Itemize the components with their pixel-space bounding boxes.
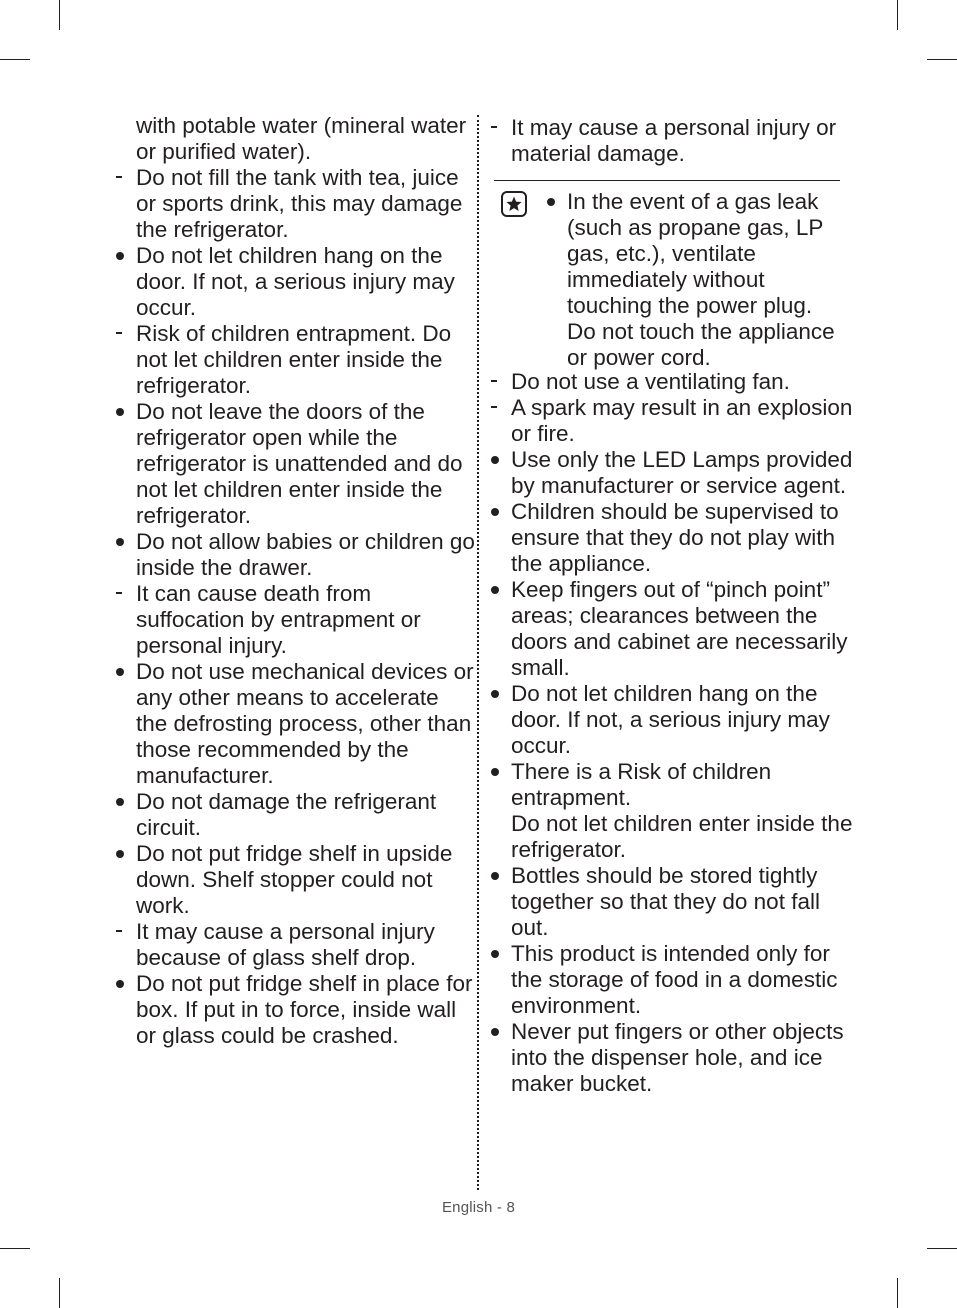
crop-mark	[59, 0, 60, 30]
list-item	[113, 919, 475, 971]
crop-mark	[897, 1278, 898, 1308]
item-text: It may cause a personal injury because of glass shelf drop.	[136, 919, 435, 970]
page-number: English - 8	[441, 1199, 516, 1216]
list-item	[488, 395, 858, 447]
item-text: Risk of children entrapment. Do not let children enter inside the refrigerator.	[136, 321, 452, 398]
item-text: Do not use mechanical devices or any other means to accelerate the defrosting process, other than those recommended by the manufacturer.	[136, 659, 474, 788]
item-text: It can cause death from suffocation by entrapment or personal injury.	[136, 581, 421, 658]
crop-mark	[59, 1278, 60, 1308]
list-item	[488, 1019, 858, 1097]
item-text: It may cause a personal injury or material damage.	[511, 115, 837, 166]
list-item	[113, 113, 475, 165]
item-text: Use only the LED Lamps provided by manufacturer or service agent.	[511, 447, 853, 498]
column-divider	[477, 115, 479, 1190]
item-text: Do not put fridge shelf in upside down. Shelf stopper could not work.	[136, 841, 453, 918]
right-column	[488, 369, 858, 1097]
list-item	[113, 789, 475, 841]
item-text: Do not allow babies or children go inside the drawer.	[136, 529, 475, 580]
note-block	[544, 189, 844, 371]
list-item	[113, 659, 475, 789]
item-text: A spark may result in an explosion or fire.	[511, 395, 853, 446]
list-item	[488, 115, 858, 167]
list-item	[488, 941, 858, 1019]
item-text: Do not let children hang on the door. If not, a serious injury may occur.	[511, 681, 830, 758]
crop-mark	[0, 59, 30, 60]
list-item	[113, 165, 475, 243]
item-text: Do not let children enter inside the refrigerator.	[511, 811, 853, 862]
list-item	[488, 577, 858, 681]
list-item	[488, 759, 858, 811]
star-note-icon	[501, 191, 527, 217]
item-text: Do not fill the tank with tea, juice or sports drink, this may damage the refrigerator.	[136, 165, 463, 242]
list-item	[113, 243, 475, 321]
list-item	[488, 369, 858, 395]
crop-mark	[927, 59, 957, 60]
list-item	[113, 399, 475, 529]
list-item	[113, 321, 475, 399]
item-text: Bottles should be stored tightly together so that they do not fall out.	[511, 863, 820, 940]
list-item	[488, 811, 858, 863]
note-item	[544, 189, 844, 371]
list-item	[113, 841, 475, 919]
item-text: Do not put fridge shelf in place for box. If put in to force, inside wall or glass could be crashed.	[136, 971, 473, 1048]
crop-mark	[927, 1248, 957, 1249]
item-text: There is a Risk of children entrapment.	[511, 759, 772, 810]
list-item	[113, 581, 475, 659]
crop-mark	[897, 0, 898, 30]
list-item	[488, 863, 858, 941]
item-text: with potable water (mineral water or purified water).	[136, 113, 467, 164]
item-text: This product is intended only for the storage of food in a domestic environment.	[511, 941, 838, 1018]
list-item	[488, 447, 858, 499]
item-text: Do not damage the refrigerant circuit.	[136, 789, 437, 840]
item-text: Keep fingers out of “pinch point” areas; clearances between the doors and cabinet are necessarily small.	[511, 577, 848, 680]
list-item	[488, 681, 858, 759]
list-item	[488, 499, 858, 577]
star-icon	[505, 195, 523, 213]
list-item	[113, 529, 475, 581]
item-text: Children should be supervised to ensure that they do not play with the appliance.	[511, 499, 839, 576]
note-text: Do not touch the appliance or power cord.	[567, 319, 835, 370]
crop-mark	[0, 1248, 30, 1249]
item-text: Do not leave the doors of the refrigerator open while the refrigerator is unattended and do not let children enter inside the refrigerator.	[136, 399, 463, 528]
right-column-top	[488, 115, 858, 167]
left-column	[113, 113, 475, 1049]
item-text: Do not use a ventilating fan.	[511, 369, 790, 394]
list-item	[113, 971, 475, 1049]
note-separator	[494, 180, 840, 181]
item-text: Do not let children hang on the door. If not, a serious injury may occur.	[136, 243, 455, 320]
note-text: In the event of a gas leak (such as propane gas, LP gas, etc.), ventilate immediately without touching the power plug.	[567, 189, 824, 318]
item-text: Never put fingers or other objects into the dispenser hole, and ice maker bucket.	[511, 1019, 844, 1096]
